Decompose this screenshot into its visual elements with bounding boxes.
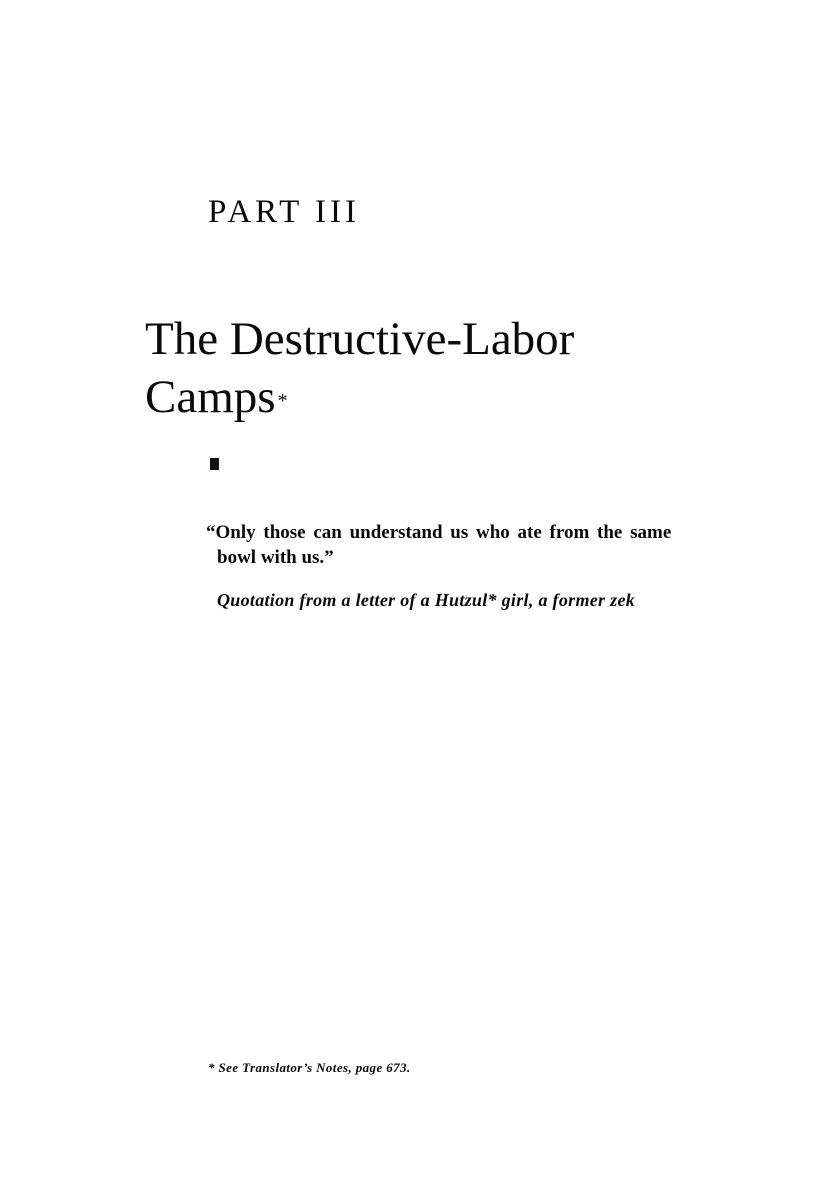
title-line-2-text: Camps: [145, 371, 276, 423]
title-footnote-marker: *: [277, 390, 288, 412]
chapter-title: [145, 310, 765, 426]
part-heading: PART III: [208, 194, 360, 230]
title-line-2: [145, 368, 765, 426]
section-mark-icon: [210, 458, 219, 470]
epigraph-line-1: “Only those can understand us who ate from the same: [206, 522, 672, 543]
title-line-1: The Destructive-Labor: [145, 313, 575, 365]
epigraph-quote: [206, 520, 696, 570]
page-footnote: * See Translator’s Notes, page 673.: [208, 1060, 411, 1075]
epigraph-attribution: Quotation from a letter of a Hutzul* girl, a former zek: [217, 590, 636, 610]
epigraph-line-2: bowl with us.”: [217, 547, 334, 568]
